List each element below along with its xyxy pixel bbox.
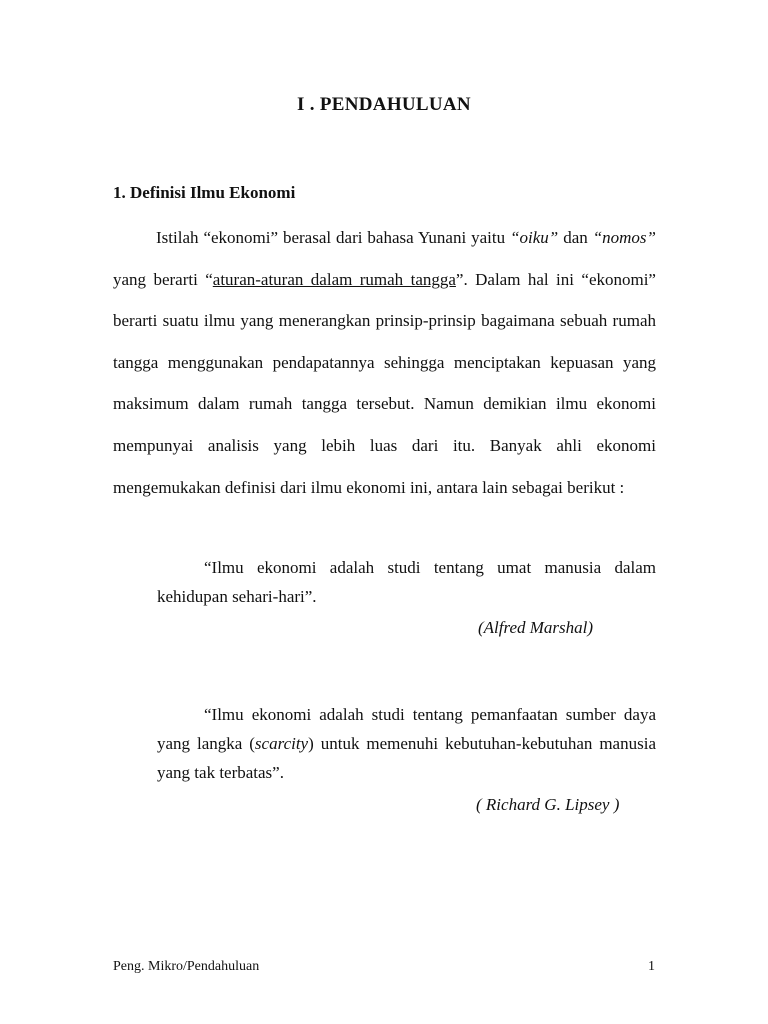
term-oiku: “oiku” [510, 228, 559, 247]
paragraph-text: ”. Dalam hal ini “ekonomi” berarti suatu ilmu yang menerangkan prinsip-prinsip bagaimana sebuah rumah tangga menggunakan pendapatannya sehingga menciptakan kepuasan yang maksimum dalam rumah tangga tersebut. Namun demikian ilmu ekonomi mempunyai analisis yang lebih luas dari itu. Banyak ahli ekonomi mengemukakan definisi dari ilmu ekonomi ini, antara lain sebagai berikut : [113, 269, 656, 497]
term-nomos: “nomos” [592, 228, 657, 247]
paragraph-text: yang berarti “ [113, 269, 213, 289]
page-number: 1 [648, 959, 655, 974]
paragraph-text: Istilah “ekonomi” berasal dari bahasa Yunani yaitu [156, 228, 511, 247]
quote-marshal: “Ilmu ekonomi adalah studi tentang umat manusia dalam kehidupan sehari-hari”. [157, 558, 656, 606]
term-scarcity: scarcity [254, 734, 309, 753]
underlined-definition: aturan-aturan dalam rumah tangga [212, 269, 456, 289]
body-paragraph [113, 217, 656, 508]
section-heading: 1. Definisi Ilmu Ekonomi [113, 183, 296, 202]
quote-author-lipsey: ( Richard G. Lipsey ) [476, 795, 620, 814]
paragraph-text: dan [558, 228, 593, 247]
quote-text: ) untuk memenuhi kebutuhan-kebutuhan manusia yang tak terbatas”. [157, 734, 656, 782]
chapter-title: I . PENDAHULUAN [297, 94, 471, 115]
quote-lipsey [157, 700, 656, 787]
quote-text: “Ilmu ekonomi adalah studi tentang pemanfaatan sumber daya yang langka ( [157, 705, 656, 753]
quote-author-marshal: (Alfred Marshal) [478, 618, 594, 637]
footer-label: Peng. Mikro/Pendahuluan [113, 959, 260, 974]
